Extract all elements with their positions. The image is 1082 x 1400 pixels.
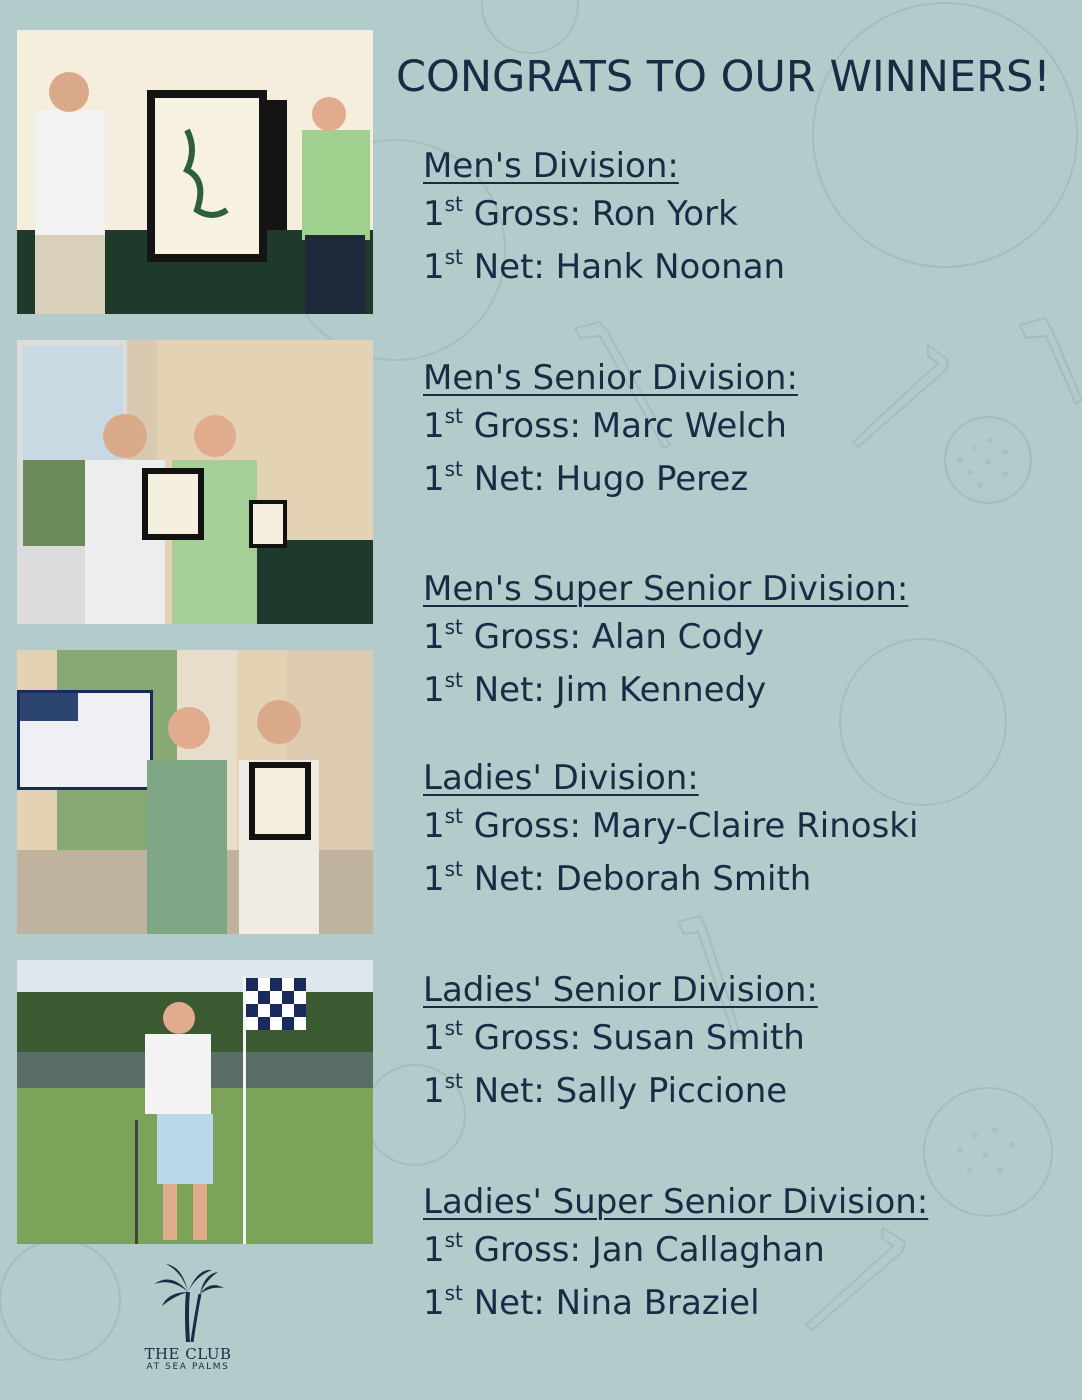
winner-gross: 1st Gross: Marc Welch	[423, 404, 787, 446]
division-title: Ladies' Division:	[423, 758, 699, 798]
division-title: Men's Senior Division:	[423, 358, 798, 398]
winner-gross: 1st Gross: Ron York	[423, 192, 738, 234]
winner-gross: 1st Gross: Mary-Claire Rinoski	[423, 804, 919, 846]
winner-gross: 1st Gross: Jan Callaghan	[423, 1228, 825, 1270]
division-ladies-super-senior	[423, 1180, 1073, 1330]
winner-net: 1st Net: Jim Kennedy	[423, 668, 767, 710]
photo-golfer-on-green	[17, 960, 373, 1244]
golf-ball-icon	[482, 0, 578, 53]
winner-net: 1st Net: Hank Noonan	[423, 245, 786, 287]
palm-tree-icon	[152, 1262, 224, 1342]
winner-net: 1st Net: Deborah Smith	[423, 857, 812, 899]
logo-tagline: AT SEA PALMS	[146, 1362, 230, 1372]
division-title: Ladies' Senior Division:	[423, 970, 818, 1010]
division-mens-senior	[423, 356, 1073, 506]
winner-gross: 1st Gross: Alan Cody	[423, 615, 764, 657]
club-logo	[140, 1262, 236, 1372]
division-title: Ladies' Super Senior Division:	[423, 1182, 929, 1222]
winner-net: 1st Net: Sally Piccione	[423, 1069, 788, 1111]
division-title: Men's Super Senior Division:	[423, 569, 909, 609]
golf-ball-icon	[0, 1240, 120, 1360]
winner-net: 1st Net: Nina Braziel	[423, 1281, 760, 1323]
division-mens	[423, 144, 1073, 294]
photo-award-presentation-2	[17, 340, 373, 624]
division-mens-super-senior	[423, 567, 1073, 717]
page-title: CONGRATS TO OUR WINNERS!	[396, 52, 1051, 102]
photo-award-presentation-1	[17, 30, 373, 314]
logo-name: THE CLUB	[144, 1345, 232, 1363]
division-ladies	[423, 756, 1073, 906]
division-title: Men's Division:	[423, 146, 679, 186]
winner-gross: 1st Gross: Susan Smith	[423, 1016, 805, 1058]
photo-award-presentation-3	[17, 650, 373, 934]
winner-net: 1st Net: Hugo Perez	[423, 457, 749, 499]
division-ladies-senior	[423, 968, 1073, 1118]
